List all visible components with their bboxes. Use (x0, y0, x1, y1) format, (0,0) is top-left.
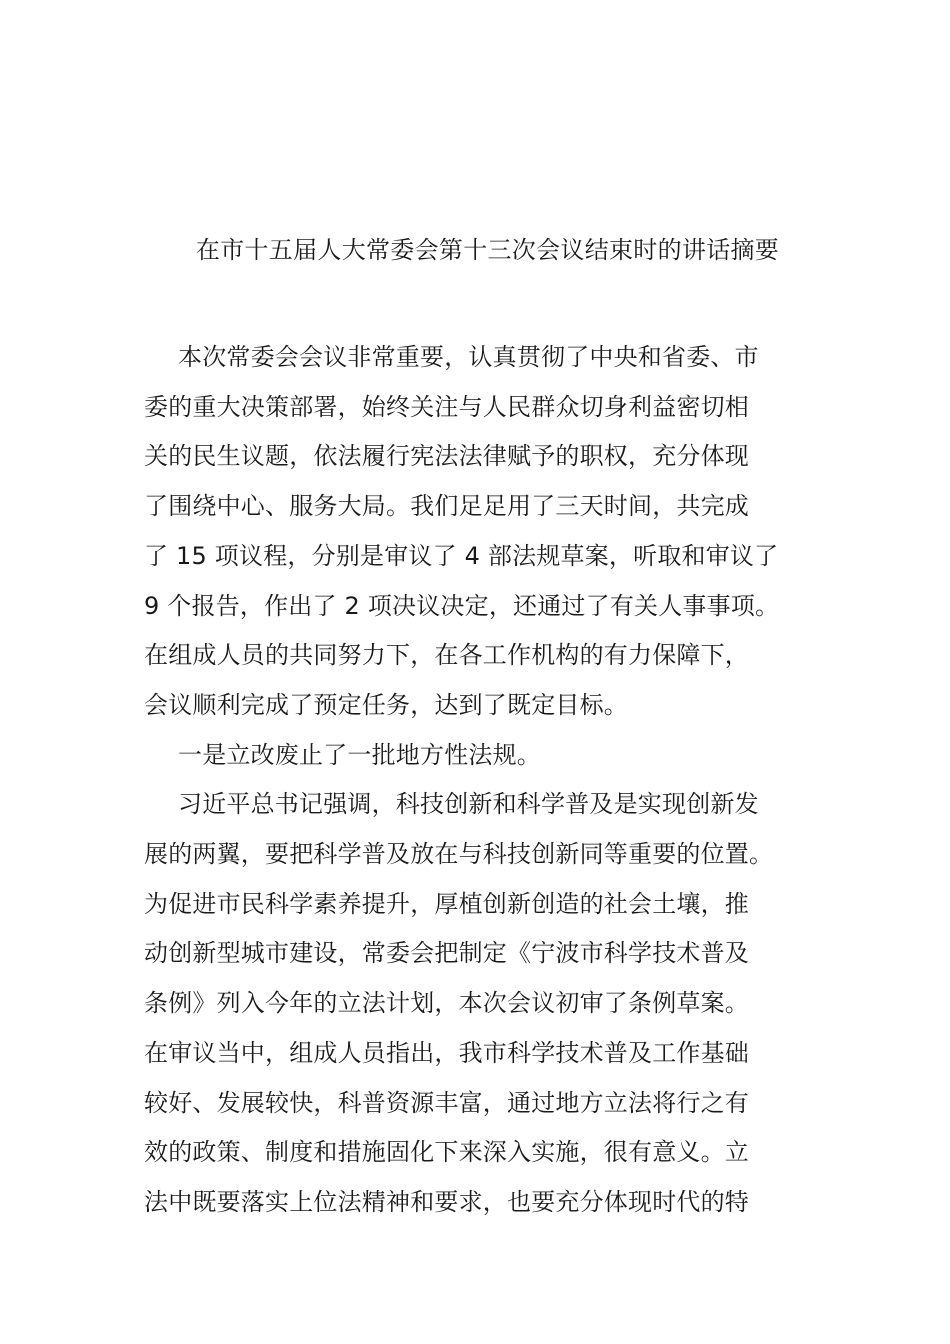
text-line: 法中既要落实上位法精神和要求，也要充分体现时代的特 (144, 1187, 749, 1216)
text-line: 委的重大决策部署，始终关注与人民群众切身利益密切相 (144, 392, 749, 421)
text-line: 9 个报告，作出了 2 项决议决定，还通过了有关人事事项。 (144, 591, 780, 620)
text-line: 在审议当中，组成人员指出，我市科学技术普及工作基础 (144, 1038, 749, 1067)
text-line: 在组成人员的共同努力下，在各工作机构的有力保障下， (144, 641, 749, 670)
text-line: 动创新型城市建设，常委会把制定《宁波市科学技术普及 (144, 939, 749, 968)
text-line: 了围绕中心、服务大局。我们足足用了三天时间，共完成 (144, 492, 749, 521)
paragraph-3 (144, 780, 809, 1227)
text-line: 关的民生议题，依法履行宪法法律赋予的职权，充分体现 (144, 442, 749, 471)
text-line: 条例》列入今年的立法计划，本次会议初审了条例草案。 (144, 989, 749, 1018)
paragraph-2 (144, 731, 809, 781)
text-line: 展的两翼，要把科学普及放在与科技创新同等重要的位置。 (144, 840, 774, 869)
text-line: 较好、发展较快，科普资源丰富，通过地方立法将行之有 (144, 1088, 749, 1117)
text-line: 会议顺利完成了预定任务，达到了既定目标。 (144, 690, 628, 719)
text-line: 一是立改废止了一批地方性法规。 (178, 740, 541, 769)
text-line: 为促进市民科学素养提升，厚植创新创造的社会土壤，推 (144, 889, 749, 918)
text-line: 效的政策、制度和措施固化下来深入实施，很有意义。立 (144, 1138, 749, 1167)
paragraph-1 (144, 333, 809, 731)
document-body (144, 333, 809, 1228)
text-line: 本次常委会会议非常重要，认真贯彻了中央和省委、市 (178, 343, 759, 371)
document-title: 在市十五届人大常委会第十三次会议结束时的讲话摘要 (195, 236, 780, 264)
text-line: 了 15 项议程，分别是审议了 4 部法规草案，听取和审议了 (144, 541, 779, 570)
text-line: 习近平总书记强调，科技创新和科学普及是实现创新发 (178, 790, 759, 819)
